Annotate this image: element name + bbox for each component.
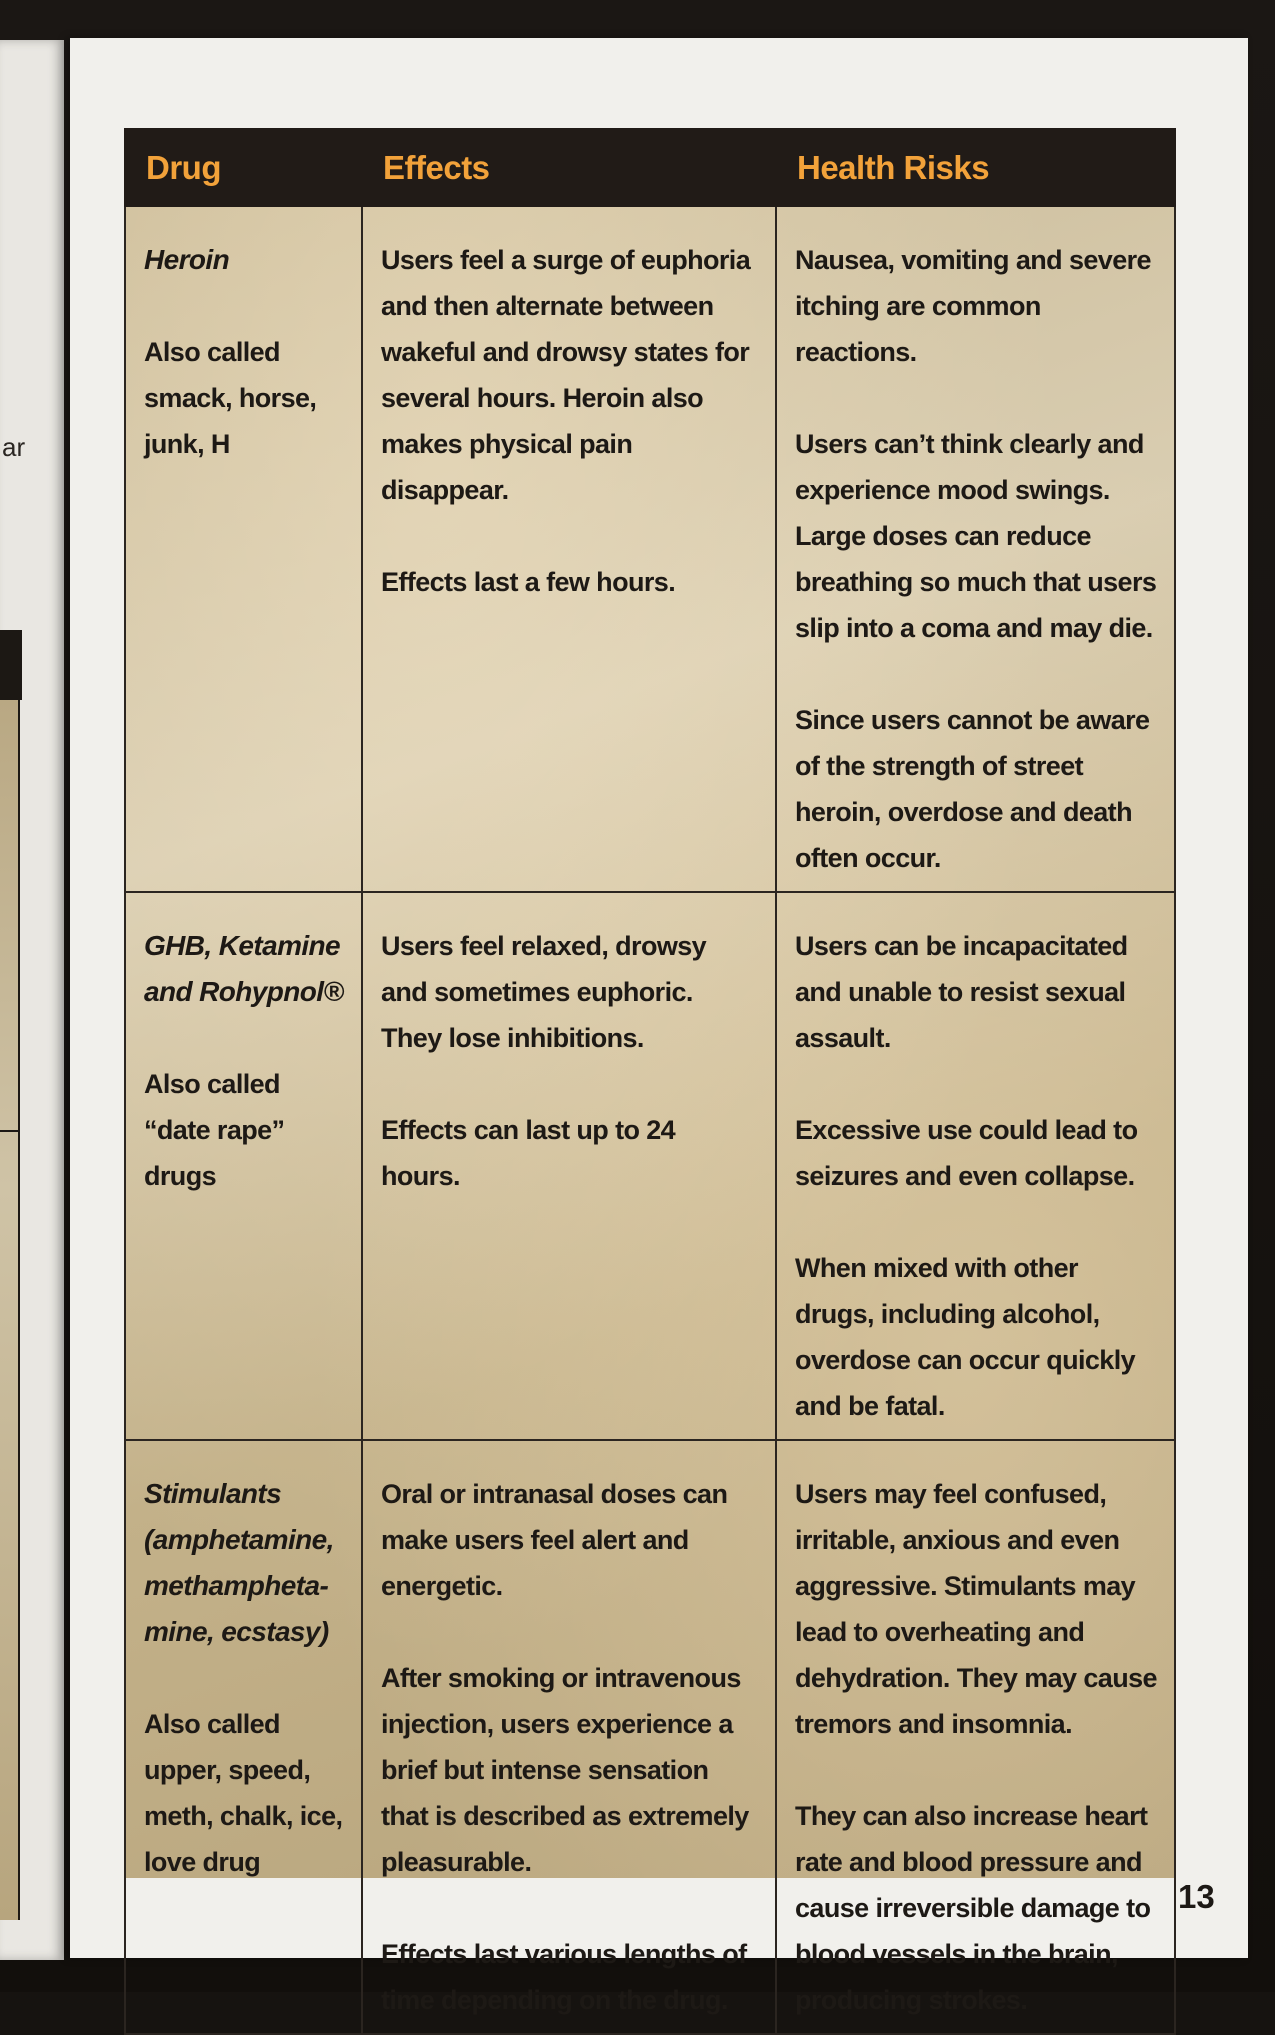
risks-cell xyxy=(776,1440,1175,2034)
drug-aka: Also called smack, horse, junk, H xyxy=(144,337,317,459)
page-number: 13 xyxy=(1178,1878,1215,1915)
header-effects: Effects xyxy=(362,129,776,206)
table-header-row xyxy=(125,129,1175,206)
risks-text: Users can’t think clearly and experience mood swings. Large doses can reduce breathing so much that users slip into a coma and may die. xyxy=(795,429,1157,643)
page xyxy=(70,38,1248,2015)
risks-text: They can also increase heart rate and blood pressure and cause irreversible damage to blood vessels in the brain, producing strokes. xyxy=(795,1801,1151,2015)
drug-name: Heroin xyxy=(144,244,230,275)
previous-page-edge xyxy=(0,40,64,1960)
risks-text: Nausea, vomiting and severe itching are common reactions. xyxy=(795,245,1151,367)
risks-text: Users can be incapacitated and unable to resist sexual assault. xyxy=(795,931,1128,1053)
effects-text: Users feel a surge of euphoria and then alternate between wakeful and drowsy states for several hours. Heroin also makes physical pain disappear. xyxy=(381,245,751,505)
previous-page-row-divider xyxy=(0,1130,18,1132)
table-row xyxy=(125,206,1175,892)
risks-text: Since users cannot be aware of the strength of street heroin, overdose and death often occur. xyxy=(795,705,1150,873)
effects-text: After smoking or intravenous injection, users experience a brief but intense sensation that is described as extremely pleasurable. xyxy=(381,1663,749,1877)
drug-cell xyxy=(125,892,362,1440)
risks-cell xyxy=(776,892,1175,1440)
drug-aka: Also called “date rape” drugs xyxy=(144,1069,285,1191)
effects-text: Users feel relaxed, drowsy and sometimes euphoric. They lose inhibitions. xyxy=(381,931,707,1053)
drug-table-container xyxy=(124,128,1174,2015)
header-health-risks: Health Risks xyxy=(776,129,1175,206)
effects-cell xyxy=(362,206,776,892)
risks-cell xyxy=(776,206,1175,892)
drug-name: GHB, Ketamine and Rohypnol® xyxy=(144,930,344,1007)
effects-text: Effects last various lengths of time depending on the drug. xyxy=(381,1939,747,2015)
drug-table xyxy=(124,128,1176,2035)
risks-text: Excessive use could lead to seizures and even collapse. xyxy=(795,1115,1138,1191)
drug-name: Stimulants (amphetamine, methampheta-mine, ecstasy) xyxy=(144,1478,334,1647)
effects-text: Effects last a few hours. xyxy=(381,567,676,597)
effects-cell xyxy=(362,892,776,1440)
table-row xyxy=(125,1440,1175,2034)
effects-text: Oral or intranasal doses can make users feel alert and energetic. xyxy=(381,1479,728,1601)
previous-page-table-edge xyxy=(0,700,20,1920)
drug-aka: Also called upper, speed, meth, chalk, ice, love drug xyxy=(144,1709,343,1877)
risks-text: When mixed with other drugs, including alcohol, overdose can occur quickly and be fatal. xyxy=(795,1253,1136,1421)
risks-text: Users may feel confused, irritable, anxious and even aggressive. Stimulants may lead to overheating and dehydration. They may cause tremors and insomnia. xyxy=(795,1479,1157,1739)
previous-page-header-bar xyxy=(0,630,22,700)
effects-text: Effects can last up to 24 hours. xyxy=(381,1115,676,1191)
drug-cell xyxy=(125,206,362,892)
header-drug: Drug xyxy=(125,129,362,206)
previous-page-text-fragment: ar xyxy=(2,432,26,462)
drug-cell xyxy=(125,1440,362,2034)
effects-cell xyxy=(362,1440,776,2034)
table-row xyxy=(125,892,1175,1440)
